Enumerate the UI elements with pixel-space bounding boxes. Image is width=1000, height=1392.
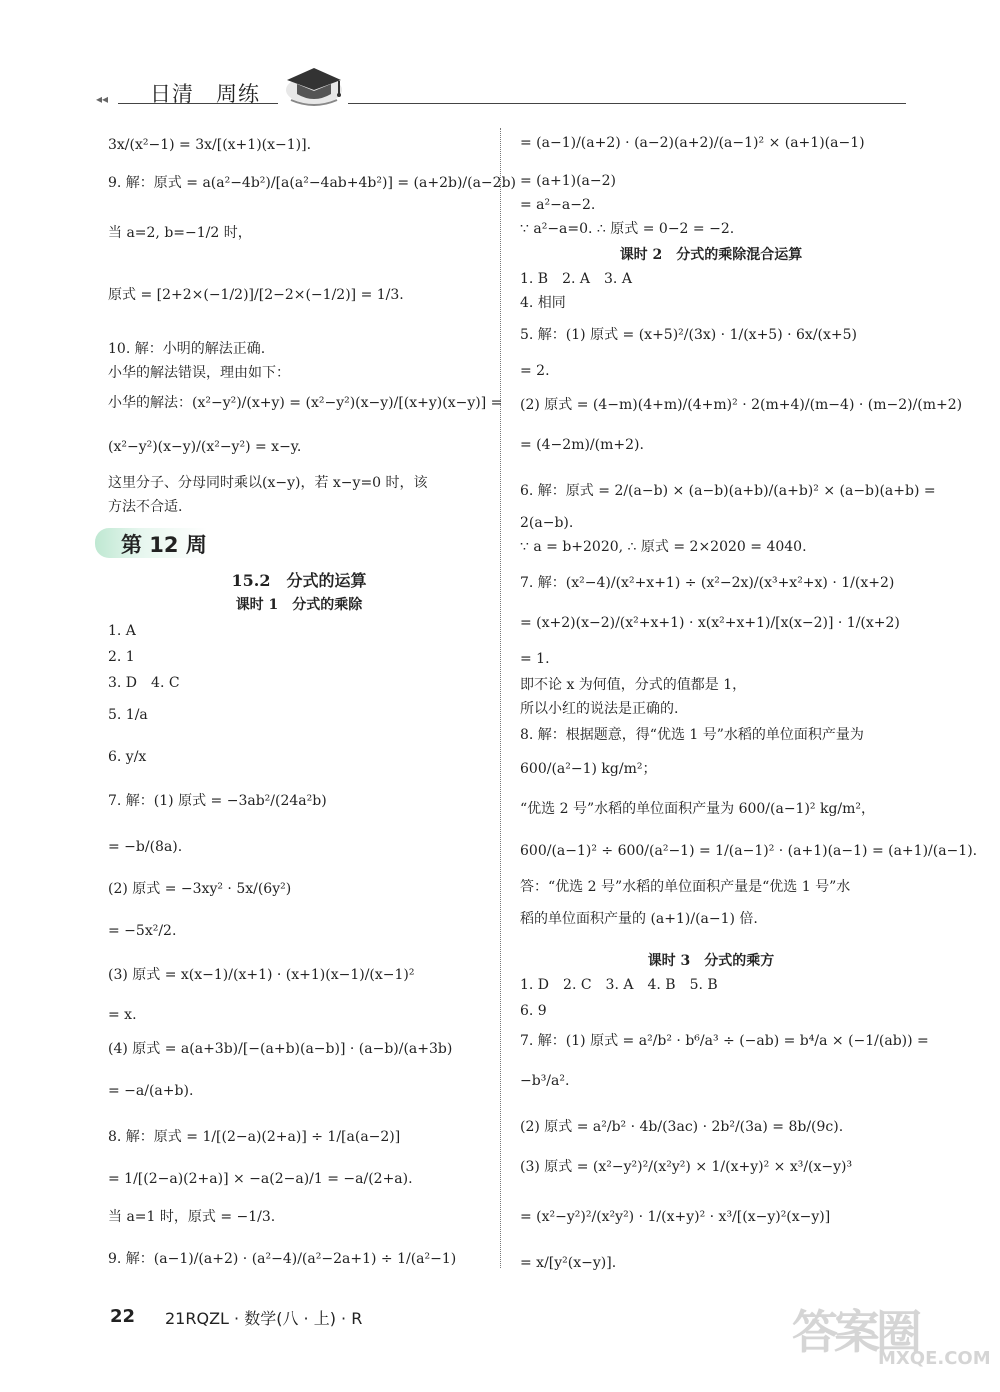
answer-line: 7. 解：(x²−4)/(x²+x+1) ÷ (x²−2x)/(x³+x²+x) · 1/(x+2) [520,575,895,591]
graduation-cap-icon [283,64,345,108]
answer-line: 8. 解：原式 = 1/[(2−a)(2+a)] ÷ 1/[a(a−2)] [108,1129,401,1145]
answer-line: 2. 1 [108,649,135,665]
answer-line: 当 a=1 时，原式 = −1/3. [108,1209,276,1225]
answer-line: 5. 解：(1) 原式 = (x+5)²/(3x) · 1/(x+5) · 6x/(x+5) [520,327,857,343]
section-title: 15.2 分式的运算 [231,571,367,590]
answer-line: 3x/(x²−1) = 3x/[(x+1)(x−1)]. [108,137,312,153]
week-title: 第 12 周 [121,533,207,557]
answer-line: = a²−a−2. [520,197,596,213]
answer-line: = (x+2)(x−2)/(x²+x+1) · x(x²+x+1)/[x(x−2)] · 1/(x+2) [520,615,900,631]
page-number: 22 [110,1306,136,1327]
answer-line: 小华的解法：(x²−y²)/(x+y) = (x²−y²)(x−y)/[(x+y)(x−y)] = [108,395,503,411]
answer-line: (2) 原式 = (4−m)(4+m)/(4+m)² · 2(m+4)/(m−4) · (m−2)/(m+2) [520,397,963,413]
answer-line: = x. [108,1007,137,1023]
answer-line: 6. 9 [520,1003,547,1019]
answer-line: 4. 相同 [520,295,566,311]
answer-line: 方法不合适. [108,499,183,515]
answer-line: = (x²−y²)²/(x²y²) · 1/(x+y)² · x³/[(x−y)²(x−y)] [520,1209,831,1225]
page-header-title: 日清 周练 [150,82,260,106]
answer-line: 6. 解：原式 = 2/(a−b) × (a−b)(a+b)/(a+b)² × (a−b)(a+b) = [520,483,936,499]
lesson-title: 课时 3 分式的乘方 [647,953,775,969]
answer-line: 600/(a−1)² ÷ 600/(a²−1) = 1/(a−1)² · (a+1)(a−1) = (a+1)/(a−1). [520,843,978,859]
answer-line: 1. A [108,623,136,639]
answer-line: (4) 原式 = a(a+3b)/[−(a+b)(a−b)] · (a−b)/(a+3b) [108,1041,453,1057]
answer-line: “优选 2 号”水稻的单位面积产量为 600/(a−1)² kg/m²， [520,801,876,817]
answer-line: 3. D 4. C [108,675,180,691]
answer-line: 8. 解：根据题意，得“优选 1 号”水稻的单位面积产量为 [520,727,864,743]
watermark-url: MXQE.COM [878,1348,991,1369]
answer-line: = 2. [520,363,550,379]
watermark [792,1296,991,1376]
answer-line: 当 a=2, b=−1/2 时， [108,225,252,241]
answer-line: = 1. [520,651,550,667]
lesson-title: 课时 2 分式的乘除混合运算 [619,247,803,263]
answer-line: 1. B 2. A 3. A [520,271,632,287]
answer-line: 9. 解：原式 = a(a²−4b²)/[a(a²−4ab+4b²)] = (a+2b)/(a−2b) [108,175,516,191]
answer-line: 9. 解：(a−1)/(a+2) · (a²−4)/(a²−2a+1) ÷ 1/(a²−1) [108,1251,457,1267]
answer-line: 这里分子、分母同时乘以(x−y)，若 x−y=0 时，该 [108,475,428,491]
answer-line: 稻的单位面积产量的 (a+1)/(a−1) 倍. [520,911,758,927]
column-divider [500,128,501,1268]
answer-line: 7. 解：(1) 原式 = −3ab²/(24a²b) [108,793,327,809]
answer-line: = (4−2m)/(m+2). [520,437,644,453]
answer-line: (2) 原式 = −3xy² · 5x/(6y²) [108,881,292,897]
answer-line: = −5x²/2. [108,923,177,939]
answer-line: 答：“优选 2 号”水稻的单位面积产量是“优选 1 号”水 [520,879,851,895]
answer-line: = (a−1)/(a+2) · (a−2)(a+2)/(a−1)² × (a+1)(a−1) [520,135,865,151]
answer-line: 所以小红的说法是正确的. [520,701,679,717]
answer-line: = (a+1)(a−2) [520,173,616,189]
answer-line: 7. 解：(1) 原式 = a²/b² · b⁶/a³ ÷ (−ab) = b⁴/a × (−1/(ab)) = [520,1033,929,1049]
answer-line: = x/[y²(x−y)]. [520,1255,617,1271]
header-arrows: ◂◂ [96,92,109,106]
answer-line: 600/(a²−1) kg/m²； [520,761,657,777]
answer-line: −b³/a². [520,1073,570,1089]
answer-line: (3) 原式 = (x²−y²)²/(x²y²) × 1/(x+y)² × x³/(x−y)³ [520,1159,853,1175]
answer-line: (x²−y²)(x−y)/(x²−y²) = x−y. [108,439,302,455]
week-banner [95,528,207,558]
book-series-code: 21RQZL · 数学(八 · 上) · R [165,1309,363,1328]
answer-line: 即不论 x 为何值，分式的值都是 1， [520,677,747,693]
answer-line: 1. D 2. C 3. A 4. B 5. B [520,977,718,993]
header-rule-right [348,103,906,104]
answer-line: = −a/(a+b). [108,1083,194,1099]
header-rule-left [118,103,278,104]
answer-line: 小华的解法错误，理由如下： [108,365,290,381]
answer-line: = −b/(8a). [108,839,183,855]
answer-line: ∵ a²−a=0. ∴ 原式 = 0−2 = −2. [520,221,735,237]
answer-line: ∵ a = b+2020, ∴ 原式 = 2×2020 = 4040. [520,539,807,555]
answer-line: (3) 原式 = x(x−1)/(x+1) · (x+1)(x−1)/(x−1)² [108,967,415,983]
answer-line: 5. 1/a [108,707,148,723]
answer-line: 原式 = [2+2×(−1/2)]/[2−2×(−1/2)] = 1/3. [108,287,404,303]
lesson-title: 课时 1 分式的乘除 [235,597,363,613]
watermark-text: 答案圈 [792,1305,918,1359]
answer-line: 6. y/x [108,749,147,765]
answer-line: 2(a−b). [520,515,574,531]
answer-line: (2) 原式 = a²/b² · 4b/(3ac) · 2b²/(3a) = 8b/(9c). [520,1119,844,1135]
answer-line: = 1/[(2−a)(2+a)] × −a(2−a)/1 = −a/(2+a). [108,1171,413,1187]
answer-line: 10. 解：小明的解法正确. [108,341,266,357]
